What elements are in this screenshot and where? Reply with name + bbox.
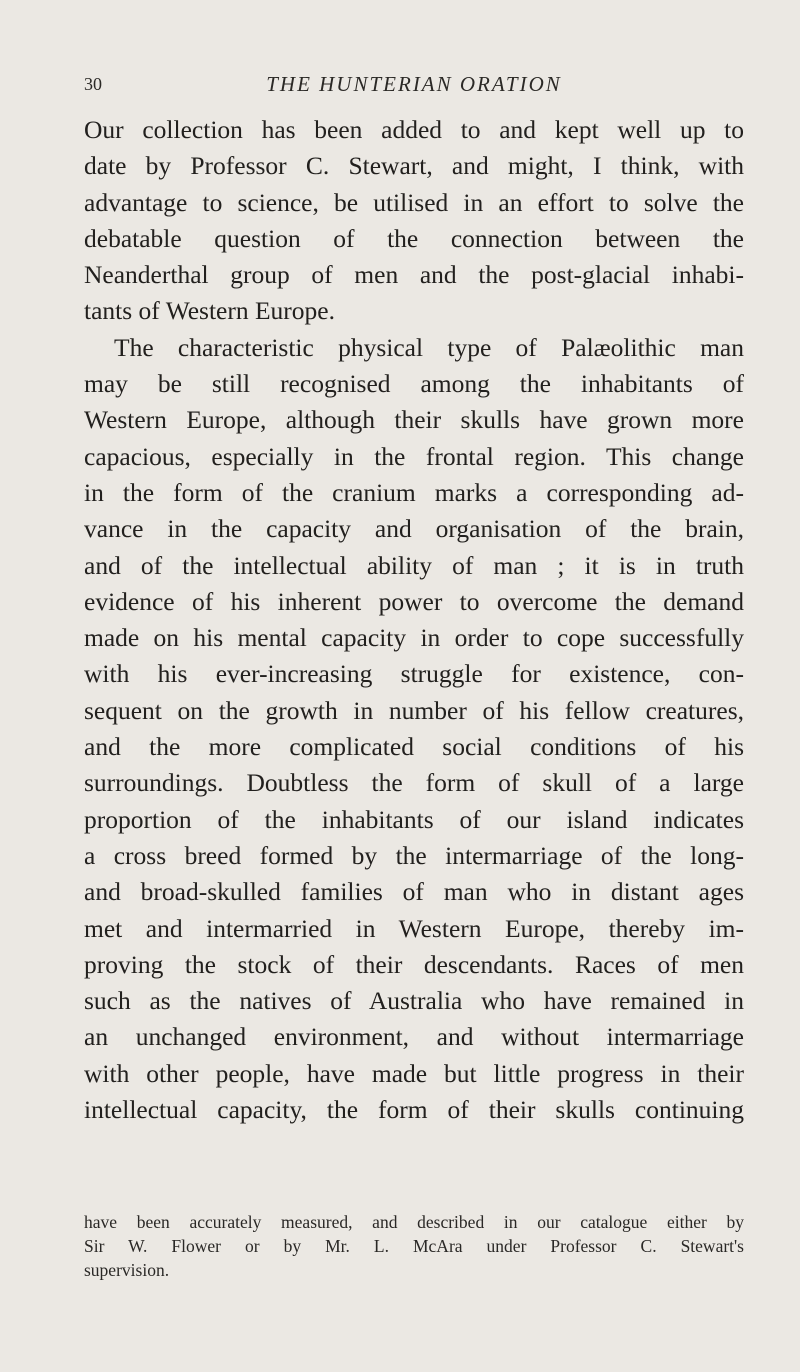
footnote-line: have been accurately measured, and described in our catalogue either by [84, 1212, 744, 1232]
text-line: proportion of the inhabitants of our island indicates [84, 804, 744, 834]
text-line: capacious, especially in the frontal region. This change [84, 441, 744, 471]
text-line: and broad-skulled families of man who in distant ages [84, 877, 744, 907]
text-line: intellectual capacity, the form of their skulls continuing [84, 1095, 744, 1125]
running-head [84, 64, 744, 108]
text-line: sequent on the growth in number of his fellow creatures, [84, 695, 744, 725]
text-line: met and intermarried in Western Europe, thereby im- [84, 913, 744, 943]
text-line: debatable question of the connection between the [84, 223, 744, 253]
text-line: and the more complicated social conditions of his [84, 732, 744, 762]
text-line: in the form of the cranium marks a corresponding ad- [84, 477, 744, 507]
text-line: with other people, have made but little progress in their [84, 1058, 744, 1088]
text-line: Western Europe, although their skulls have grown more [84, 405, 744, 435]
running-title: THE HUNTERIAN ORATION [266, 72, 562, 96]
text-line: such as the natives of Australia who have remained in [84, 986, 744, 1016]
text-line: The characteristic physical type of Palæolithic man [114, 332, 744, 362]
text-line: Neanderthal group of men and the post-glacial inhabi- [84, 260, 744, 290]
text-line: a cross breed formed by the intermarriage of the long- [84, 840, 744, 870]
footnote-line: supervision. [84, 1260, 170, 1280]
text-line: tants of Western Europe. [84, 296, 335, 326]
footnote-line: Sir W. Flower or by Mr. L. McAra under Professor C. Stewart's [84, 1236, 744, 1256]
text-line: proving the stock of their descendants. Races of men [84, 949, 744, 979]
text-line: Our collection has been added to and kept well up to [84, 115, 744, 144]
text-line: vance in the capacity and organisation of the brain, [84, 514, 744, 544]
text-line: evidence of his inherent power to overcome the demand [84, 586, 744, 616]
text-line: may be still recognised among the inhabitants of [84, 369, 744, 399]
body-text [84, 112, 744, 1128]
page-number: 30 [84, 74, 102, 94]
text-line: and of the intellectual ability of man ; it is in truth [84, 550, 744, 580]
text-line: date by Professor C. Stewart, and might, I think, with [84, 151, 744, 181]
footnote [84, 1210, 744, 1282]
text-line: surroundings. Doubtless the form of skull of a large [84, 768, 744, 798]
text-line: made on his mental capacity in order to cope successfully [84, 623, 744, 653]
text-line: with his ever-increasing struggle for existence, con- [84, 659, 744, 689]
text-line: an unchanged environment, and without intermarriage [84, 1022, 744, 1052]
text-line: advantage to science, be utilised in an effort to solve the [84, 187, 744, 217]
